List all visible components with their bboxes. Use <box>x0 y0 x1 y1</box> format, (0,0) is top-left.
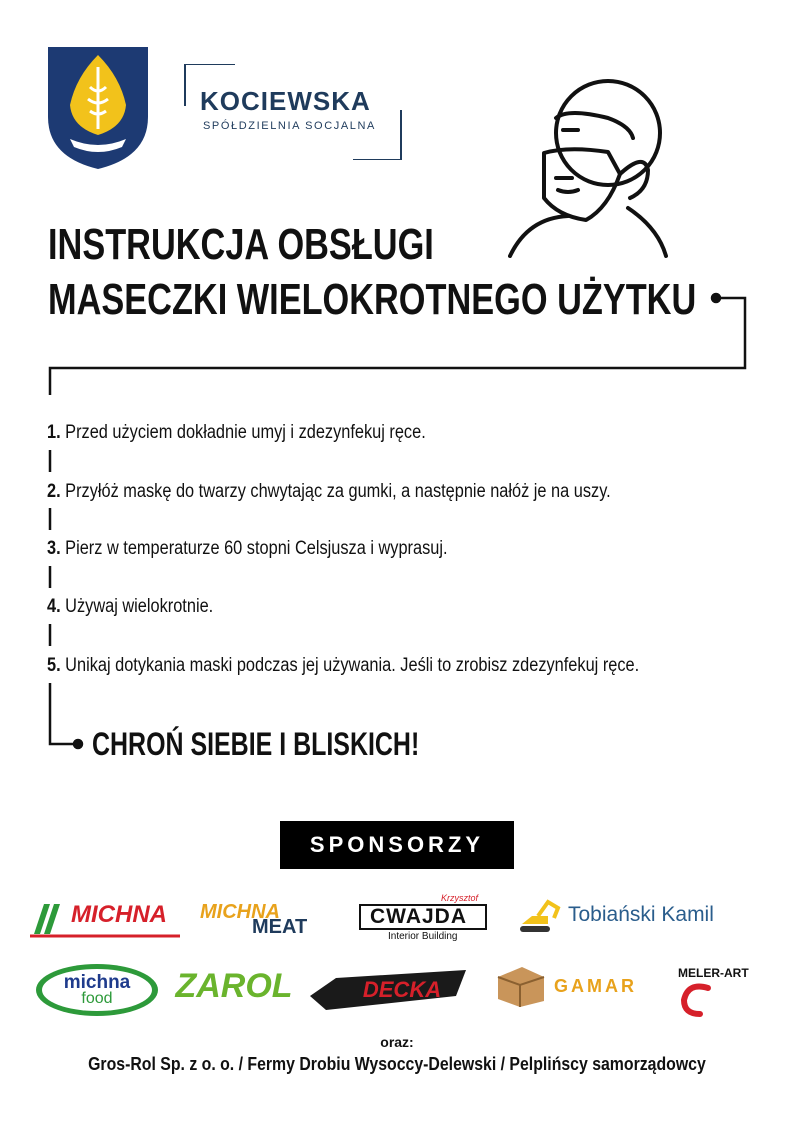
brand-subtitle: SPÓŁDZIELNIA SOCJALNA <box>203 120 376 132</box>
step-4: 4. Używaj wielokrotnie. <box>47 596 214 617</box>
step-2: 2. Przyłóż maskę do twarzy chwytając za gumki, a następnie nałóż je na uszy. <box>47 481 611 502</box>
meler-art-logo: MELER-ART <box>678 962 774 1022</box>
footer-sponsors: Gros-Rol Sp. z o. o. / Fermy Drobiu Wysoccy-Delewski / Pelplińscy samorządowcy <box>88 1054 706 1074</box>
oraz-label: oraz: <box>380 1034 414 1050</box>
step-3: 3. Pierz w temperaturze 60 stopni Celsjusza i wyprasuj. <box>47 538 448 559</box>
box-icon <box>494 963 548 1009</box>
brand-name: KOCIEWSKA <box>200 86 371 116</box>
sponsors-label: SPONSORZY <box>280 821 514 869</box>
excavator-icon <box>518 894 562 936</box>
tobianski-logo: Tobiański Kamil <box>518 892 728 938</box>
michna-meat-logo: MICHNA MEAT <box>200 901 308 938</box>
step-5: 5. Unikaj dotykania maski podczas jej używania. Jeśli to zrobisz zdezynfekuj ręce. <box>47 655 640 676</box>
title-line-1: INSTRUKCJA OBSŁUGI <box>48 220 434 269</box>
michna-logo: MICHNA <box>30 896 180 938</box>
ring-brush-icon <box>678 980 718 1018</box>
gamar-logo: GAMAR <box>494 962 654 1010</box>
title-line-2: MASECZKI WIELOKROTNEGO UŻYTKU <box>48 275 697 324</box>
decka-logo: DECKA <box>306 966 470 1014</box>
step-1: 1. Przed użyciem dokładnie umyj i zdezynfekuj ręce. <box>47 422 426 443</box>
cwajda-logo: Krzysztof CWAJDA Interior Building <box>358 893 488 945</box>
michna-food-logo: michna food <box>34 962 160 1018</box>
zarol-logo: ZAROL <box>175 966 293 1005</box>
slogan: CHROŃ SIEBIE I BLISKICH! <box>92 726 420 762</box>
